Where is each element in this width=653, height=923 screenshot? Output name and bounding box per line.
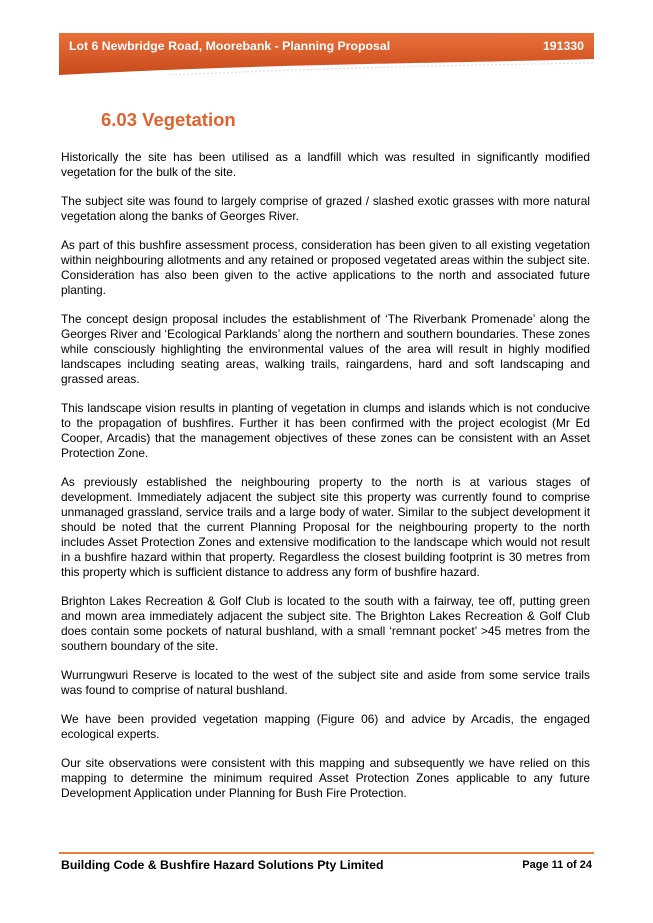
body-text [61, 150, 590, 815]
paragraph: Our site observations were consistent with this mapping and subsequently we have relied on this mapping to determine the minimum required Asset Protection Zones applicable to any future Development Application under Planning for Bush Fire Protection. [61, 756, 590, 800]
document-number: 191330 [542, 39, 584, 53]
page-number: Page 11 of 24 [522, 859, 592, 871]
header-banner [59, 33, 594, 75]
paragraph: This landscape vision results in planting of vegetation in clumps and islands which is not conducive to the propagation of bushfires. Further it has been confirmed with the project ecologist (Mr Ed Cooper, Arcadis) that the management objectives of these zones can be consistent with an Asset Protection Zone. [61, 401, 590, 460]
paragraph: As part of this bushfire assessment process, consideration has been given to all existing vegetation within neighbouring allotments and any retained or proposed vegetated areas within the subject site. Consideration has also been given to the active applications to the north and associated future planting. [61, 238, 590, 297]
paragraph: As previously established the neighbouring property to the north is at various stages of development. Immediately adjacent the subject site this property was currently found to comprise unmanaged grassland, service trails and a large body of water. Similar to the subject development it should be noted that the current Planning Proposal for the neighbouring property to the north includes Asset Protection Zones and extensive modification to the landscape which would not result in a bushfire hazard within that property. Regardless the closest building footprint is 30 metres from this property which is sufficient distance to address any form of bushfire hazard. [61, 475, 590, 579]
footer-company: Building Code & Bushfire Hazard Solutions Pty Limited [61, 858, 384, 872]
paragraph: The subject site was found to largely comprise of grazed / slashed exotic grasses with more natural vegetation along the banks of Georges River. [61, 194, 590, 223]
paragraph: The concept design proposal includes the establishment of ‘The Riverbank Promenade’ along the Georges River and ‘Ecological Parklands’ along the northern and southern boundaries. These zones while consciously highlighting the environmental values of the area will result in highly modified landscapes including seating areas, walking trails, raingardens, hard and soft landscaping and grassed areas. [61, 312, 590, 386]
paragraph: Wurrungwuri Reserve is located to the west of the subject site and aside from some service trails was found to comprise of natural bushland. [61, 668, 590, 697]
paragraph: Brighton Lakes Recreation & Golf Club is located to the south with a fairway, tee off, putting green and mown area immediately adjacent the subject site. The Brighton Lakes Recreation & Golf Club does contain some pockets of natural bushland, with a small ‘remnant pocket’ >45 metres from the southern boundary of the site. [61, 594, 590, 653]
document-title: Lot 6 Newbridge Road, Moorebank - Planning Proposal [69, 39, 391, 53]
footer-divider [59, 852, 594, 854]
section-heading: 6.03 Vegetation [101, 109, 236, 130]
paragraph: We have been provided vegetation mapping (Figure 06) and advice by Arcadis, the engaged ecological experts. [61, 712, 590, 741]
paragraph: Historically the site has been utilised as a landfill which was resulted in significantly modified vegetation for the bulk of the site. [61, 150, 590, 179]
